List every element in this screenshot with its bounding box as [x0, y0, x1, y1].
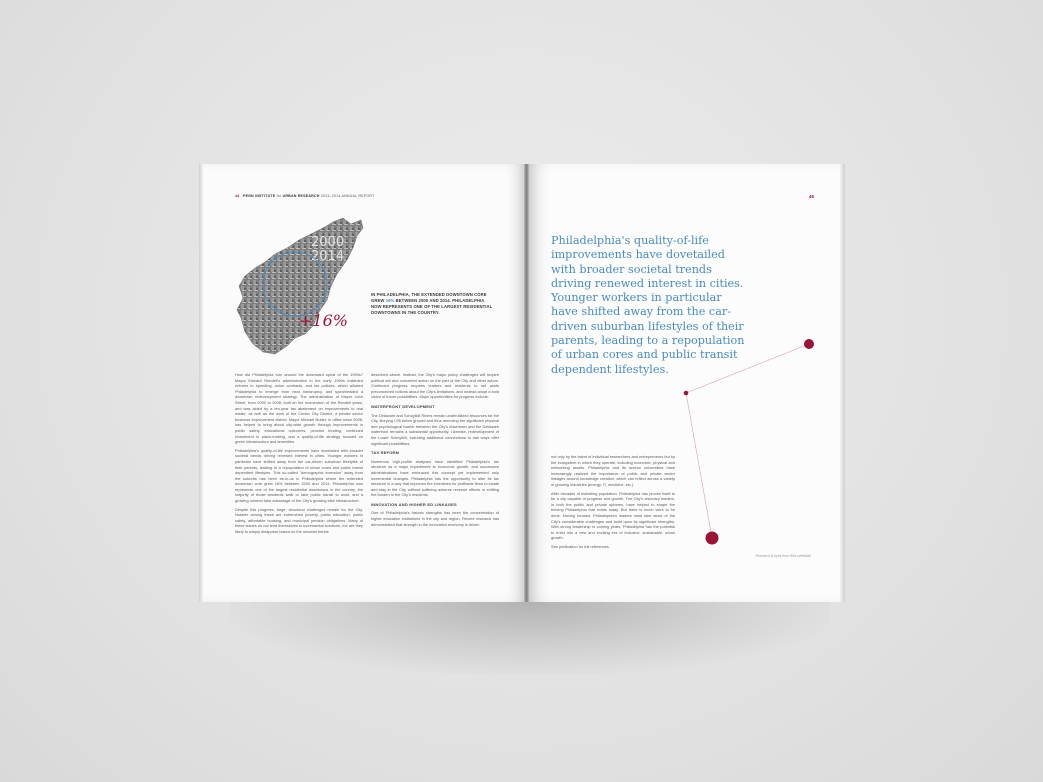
pull-quote: Philadelphia's quality-of-life improvements have dovetailed with broader societal trends driving renewed interest in cities. Younger workers in particular have shifted away from the car-driven suburban lifestyles of their parents, leading to a repopulation of urban cores and public transit dependent lifestyles.	[551, 234, 745, 376]
paragraph: The Delaware and Schuylkill Rivers remain underutilized resources for the City. Burying I-95 below ground and thus removing the significant physical and psychological barrier between the City's downtown and the Delaware waterfront remains a substantial opportunity. Likewise, redevelopment of the Lower Schuylkill, including additional connections to trail ways offer significant possibilities.	[371, 412, 499, 446]
paragraph: not only by the talent of individual researchers and entrepreneurs but by the ecosystem in which they operate, including economic, physical and networking assets. Philadelphia and its anchor universities have increasingly realized the importance of public and private sector linkages around knowledge creation, which can reflect across a variety of growing industries (energy, IT, medicine, etc.).	[551, 454, 675, 487]
running-head-for: for	[276, 194, 282, 198]
paragraph: One of Philadelphia's historic strengths has been the concentration of higher education institutions in the city and region. Recent research has demonstrated that strength in the innovation economy is driven	[371, 510, 499, 527]
connector-line	[686, 344, 809, 393]
philadelphia-map-graphic	[235, 214, 365, 356]
left-column-1	[235, 372, 363, 538]
left-page	[199, 164, 527, 602]
running-head-dept: URBAN RESEARCH	[282, 194, 320, 198]
paragraph: Numerous high-profile analyses have identified Philadelphia's tax structure as a major impediment to economic growth, and successive administrations have embraced this concept yet implemented only incremental changes. Philadelphia has the opportunity to alter its tax structure in a way that improves the incentives for profitable firms to locate and stay in the City, without suffering adverse revenue effects or shifting the burden to the City's residents.	[371, 458, 499, 498]
section-heading: INNOVATION AND HIGHER ED LINKAGES	[371, 501, 457, 507]
image-caption: Research & eyes from WeLoveBabel	[755, 554, 811, 558]
page-edge-right	[840, 164, 845, 602]
callout-text-a: IN PHILADELPHIA, THE EXTENDED DOWNTOWN CORE GREW	[371, 292, 487, 303]
city-outline-shape	[237, 218, 363, 354]
paragraph: Despite this progress, large, structural challenges remain for the City. Notable among these are entrenched poverty, public education, public safety, affordable housing, and municipal pension obligations. Many of these issues do not lend themselves to incremental solutions, nor are they likely to simply disappear based on the urbanist trends	[235, 506, 363, 535]
large-dot	[706, 532, 719, 545]
references-note: See publication for full references.	[551, 543, 610, 549]
small-dot	[684, 391, 689, 396]
map-change-label: +16%	[299, 311, 348, 330]
large-dot	[804, 339, 814, 349]
map-year-top: 2000	[311, 235, 345, 250]
page-number-left: 44	[235, 194, 240, 198]
map-year-bottom: 2014	[311, 249, 345, 264]
running-head-rest: 2013–2014 ANNUAL REPORT	[320, 194, 375, 198]
callout-text-b: BETWEEN 2000 AND 2014. PHILADELPHIA NOW REPRESENTS ONE OF THE LARGEST RESIDENTIAL DOWNTOWNS IN THE COUNTRY.	[371, 298, 493, 315]
callout	[371, 292, 493, 316]
paragraph: Philadelphia's quality-of-life improvements have dovetailed with broader societal trends driving renewed interest in cities. Younger workers in particular have shifted away from the car-driven suburban lifestyles of their parents, leading to a repopulation of urban cores and public transit dependent lifestyles. This so-called "demographic inversion" away from the suburbs has been be-in-us in Philadelphia where the extended downtown core grew 16% between 2000 and 2014. Philadelphia now represents one of the largest residential downtowns in the country, the majority of those residents walk or take public transit to work, and a growing number take advantage of the City's growing bike infrastructure.	[235, 447, 363, 504]
page-number-right: 45	[808, 194, 814, 199]
paragraph: described above. Instead, the City's major policy challenges will require political will and concerted action on the part of the City and other actors. Continued progress requires leaders and residents to set aside preconceived notions about the City's limitations, and instead adopt a bold vision of future possibilities. Major opportunities for progress include:	[371, 372, 499, 400]
page-edge-left	[199, 164, 203, 602]
connector-line	[686, 393, 712, 538]
running-head-org: PENN INSTITUTE	[243, 194, 276, 198]
section-heading: TAX REFORM	[371, 450, 400, 456]
paragraph: After decades of dwindling population, Philadelphia has proven itself to be a city capable of progress and growth. The City's visionary leaders, in both the public and private spheres, have helped to shape the thriving Philadelphia that exists today. But there is much work to be done. Moving forward, Philadelphia's leaders must take stock of the City's considerable challenges and build upon its significant strengths. With strong leadership in coming years, Philadelphia has the potential to enter into a new and exciting era of inclusive, sustainable, urban growth.	[551, 490, 675, 541]
running-head	[235, 194, 374, 198]
paragraph: How did Philadelphia turn around the downward spiral of the 1990s? Mayor Edward Rendell's administration in the early 1990s instituted reforms to spending, union contracts, and tax policies, which allowed Philadelphia to emerge from near bankruptcy, and spearheaded a downtown redevelopment strategy. The administration of Mayor John Street, from 2000 to 2008, built on the momentum of the Rendell years, and was aided by a ten-year tax abatement on improvements to real estate, as well as the work of the Center City District, a private sector business improvement district. Mayor Michael Nutter, in office since 2008, has helped to bring about city-wide growth through improvements in public safety, educational outcomes, pension funding, continued investment in place-making, and a quality-of-life strategy focused on green infrastructure and amenities.	[235, 372, 363, 445]
left-column-2	[371, 372, 499, 530]
book-gutter	[524, 164, 529, 602]
callout-highlight: 16%	[385, 298, 395, 303]
section-heading: WATERFRONT DEVELOPMENT	[371, 403, 435, 409]
right-page	[527, 164, 845, 602]
right-column	[551, 454, 675, 553]
